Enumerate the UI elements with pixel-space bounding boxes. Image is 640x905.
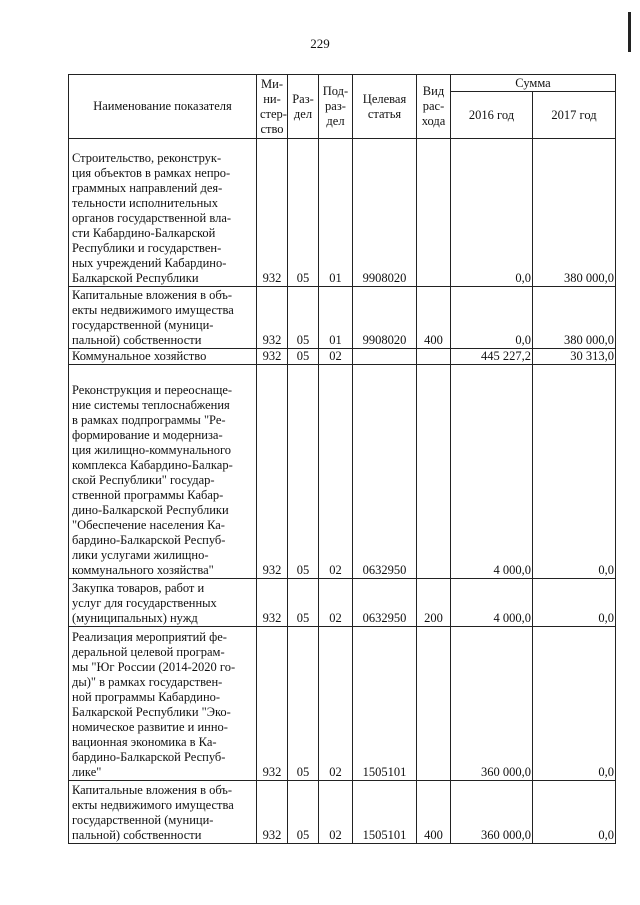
row-target: 0632950 <box>353 365 417 579</box>
row-section: 05 <box>288 139 319 287</box>
row-ministry: 932 <box>257 349 288 365</box>
page-edge-mark <box>628 12 631 52</box>
row-subsection: 02 <box>319 627 353 781</box>
row-name: Капитальные вложения в объ- екты недвижимого имущества государственной (муници- пальной) собственности <box>69 287 257 349</box>
header-subsection: Под- раз- дел <box>319 75 353 139</box>
row-target: 9908020 <box>353 139 417 287</box>
row-2017: 0,0 <box>533 627 616 781</box>
row-2016: 0,0 <box>451 287 533 349</box>
header-year-2016: 2016 год <box>451 92 533 139</box>
header-target: Целевая статья <box>353 75 417 139</box>
row-section: 05 <box>288 287 319 349</box>
row-target: 1505101 <box>353 781 417 844</box>
row-expense-type: 200 <box>417 579 451 627</box>
row-expense-type <box>417 627 451 781</box>
row-name: Реализация мероприятий фе- деральной целевой програм- мы "Юг России (2014-2020 го- ды)" в рамках государствен- ной программы Кабардино- Балкарской Республики "Эко- номическое развитие и инно- вационная экономика в Ка- бардино-Балкарской Респуб- лике" <box>69 627 257 781</box>
row-2016: 4 000,0 <box>451 579 533 627</box>
row-2016: 4 000,0 <box>451 365 533 579</box>
row-expense-type <box>417 349 451 365</box>
row-section: 05 <box>288 579 319 627</box>
row-2016: 0,0 <box>451 139 533 287</box>
row-2017: 380 000,0 <box>533 139 616 287</box>
row-name: Строительство, реконструк- ция объектов в рамках непро- граммных направлений дея- тельности исполнительных органов государственной вла- сти Кабардино-Балкарской Республики и государствен- ных учреждений Кабардино- Балкарской Республики <box>69 139 257 287</box>
row-2016: 445 227,2 <box>451 349 533 365</box>
row-name: Капитальные вложения в объ- екты недвижимого имущества государственной (муници- пальной) собственности <box>69 781 257 844</box>
row-name: Реконструкция и переоснаще- ние системы теплоснабжения в рамках подпрограммы "Ре- формирование и модерниза- ция жилищно-коммунального комплекса Кабардино-Балкар- ской Республики" государ- ственной программы Кабар- дино-Балкарской Республики "Обеспечение населения Ка- бардино-Балкарской Респуб- лики услугами жилищно- коммунального хозяйства" <box>69 365 257 579</box>
header-section: Раз- дел <box>288 75 319 139</box>
page-number: 229 <box>310 36 330 51</box>
row-subsection: 02 <box>319 365 353 579</box>
row-subsection: 01 <box>319 287 353 349</box>
row-2017: 0,0 <box>533 781 616 844</box>
row-target: 1505101 <box>353 627 417 781</box>
row-ministry: 932 <box>257 287 288 349</box>
row-ministry: 932 <box>257 781 288 844</box>
table-row <box>69 781 616 844</box>
table-row <box>69 349 616 365</box>
row-expense-type: 400 <box>417 781 451 844</box>
header-expense-type: Вид рас- хода <box>417 75 451 139</box>
header-ministry: Ми- ни- стер- ство <box>257 75 288 139</box>
row-section: 05 <box>288 349 319 365</box>
row-ministry: 932 <box>257 365 288 579</box>
row-2017: 380 000,0 <box>533 287 616 349</box>
row-target <box>353 349 417 365</box>
header-year-2017: 2017 год <box>533 92 616 139</box>
row-2016: 360 000,0 <box>451 627 533 781</box>
table-row <box>69 365 616 579</box>
row-expense-type: 400 <box>417 287 451 349</box>
row-name: Коммунальное хозяйство <box>69 349 257 365</box>
row-subsection: 02 <box>319 579 353 627</box>
row-2016: 360 000,0 <box>451 781 533 844</box>
row-target: 9908020 <box>353 287 417 349</box>
row-ministry: 932 <box>257 627 288 781</box>
row-expense-type <box>417 365 451 579</box>
table-row <box>69 287 616 349</box>
header-sum: Сумма <box>451 75 616 92</box>
table-row <box>69 627 616 781</box>
row-expense-type <box>417 139 451 287</box>
table-row <box>69 139 616 287</box>
table-row <box>69 579 616 627</box>
row-ministry: 932 <box>257 139 288 287</box>
row-2017: 0,0 <box>533 365 616 579</box>
budget-table <box>68 74 616 844</box>
row-2017: 30 313,0 <box>533 349 616 365</box>
row-section: 05 <box>288 627 319 781</box>
row-subsection: 02 <box>319 781 353 844</box>
row-subsection: 01 <box>319 139 353 287</box>
row-subsection: 02 <box>319 349 353 365</box>
header-name: Наименование показателя <box>69 75 257 139</box>
row-target: 0632950 <box>353 579 417 627</box>
row-ministry: 932 <box>257 579 288 627</box>
row-2017: 0,0 <box>533 579 616 627</box>
row-name: Закупка товаров, работ и услуг для государственных (муниципальных) нужд <box>69 579 257 627</box>
row-section: 05 <box>288 781 319 844</box>
row-section: 05 <box>288 365 319 579</box>
